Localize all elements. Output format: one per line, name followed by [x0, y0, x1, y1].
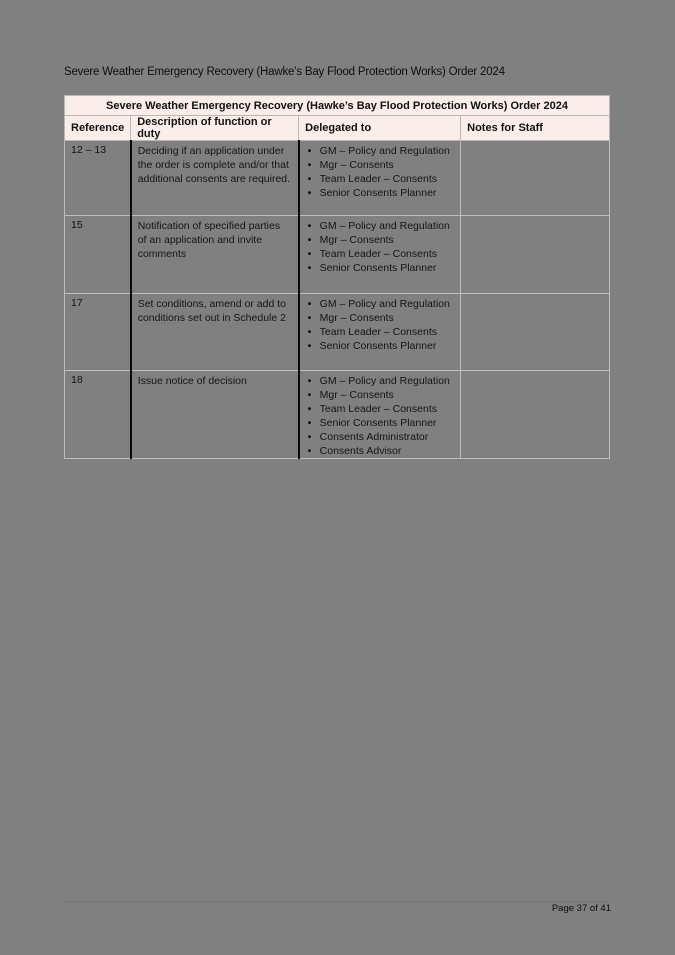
description-cell	[131, 294, 299, 371]
delegate-list	[306, 219, 454, 275]
footer-divider	[64, 901, 610, 902]
delegate-item: • GM – Policy and Regulation	[306, 297, 454, 311]
table-row	[65, 371, 610, 459]
notes-cell	[461, 294, 610, 371]
reference-cell: 17	[65, 294, 131, 371]
delegate-item: • GM – Policy and Regulation	[306, 219, 454, 233]
delegated-to-cell	[299, 216, 461, 294]
delegate-item: • GM – Policy and Regulation	[306, 374, 454, 388]
description-text: Issue notice of decision	[137, 375, 247, 387]
delegate-item: • Consents Advisor	[306, 444, 454, 458]
table-header-row	[65, 116, 610, 141]
column-header-reference: Reference	[65, 116, 131, 141]
description-cell	[131, 371, 299, 459]
column-header-description: Description of function or duty	[131, 116, 299, 141]
delegate-item: • Team Leader – Consents	[306, 325, 454, 339]
description-cell	[131, 216, 299, 294]
reference-cell: 18	[65, 371, 131, 459]
column-header-notes: Notes for Staff	[461, 116, 610, 141]
delegate-item: • Senior Consents Planner	[306, 339, 454, 353]
delegate-item: • Senior Consents Planner	[306, 416, 454, 430]
delegate-item: • Senior Consents Planner	[306, 261, 454, 275]
table-row	[65, 294, 610, 371]
delegate-item: • Team Leader – Consents	[306, 172, 454, 186]
page-number: Page 37 of 41	[551, 903, 611, 914]
delegate-item: • Mgr – Consents	[306, 233, 454, 247]
delegate-list	[306, 297, 454, 353]
description-text: Deciding if an application under the order is complete and/or that additional consents are required.	[137, 145, 291, 185]
notes-cell	[461, 216, 610, 294]
delegate-item: • Senior Consents Planner	[306, 186, 454, 200]
notes-cell	[461, 141, 610, 216]
column-header-delegated-to: Delegated to	[299, 116, 461, 141]
reference-cell: 12 – 13	[65, 141, 131, 216]
delegate-item: • Team Leader – Consents	[306, 402, 454, 416]
delegate-item: • Team Leader – Consents	[306, 247, 454, 261]
description-text: Set conditions, amend or add to conditions set out in Schedule 2	[137, 298, 286, 324]
delegation-table	[64, 95, 610, 459]
description-text: Notification of specified parties of an application and invite comments	[137, 220, 281, 260]
delegate-item: • Mgr – Consents	[306, 311, 454, 325]
document-heading: Severe Weather Emergency Recovery (Hawke’s Bay Flood Protection Works) Order 2024	[64, 66, 505, 78]
table-row	[65, 216, 610, 294]
table-row	[65, 141, 610, 216]
delegated-to-cell	[299, 294, 461, 371]
delegate-item: • GM – Policy and Regulation	[306, 144, 454, 158]
delegated-to-cell	[299, 371, 461, 459]
delegate-list	[306, 374, 454, 458]
delegate-item: • Mgr – Consents	[306, 158, 454, 172]
delegate-item: • Mgr – Consents	[306, 388, 454, 402]
delegate-item: • Consents Administrator	[306, 430, 454, 444]
notes-cell	[461, 371, 610, 459]
description-cell	[131, 141, 299, 216]
table-title: Severe Weather Emergency Recovery (Hawke’s Bay Flood Protection Works) Order 2024	[65, 96, 610, 116]
delegated-to-cell	[299, 141, 461, 216]
delegate-list	[306, 144, 454, 200]
reference-cell: 15	[65, 216, 131, 294]
